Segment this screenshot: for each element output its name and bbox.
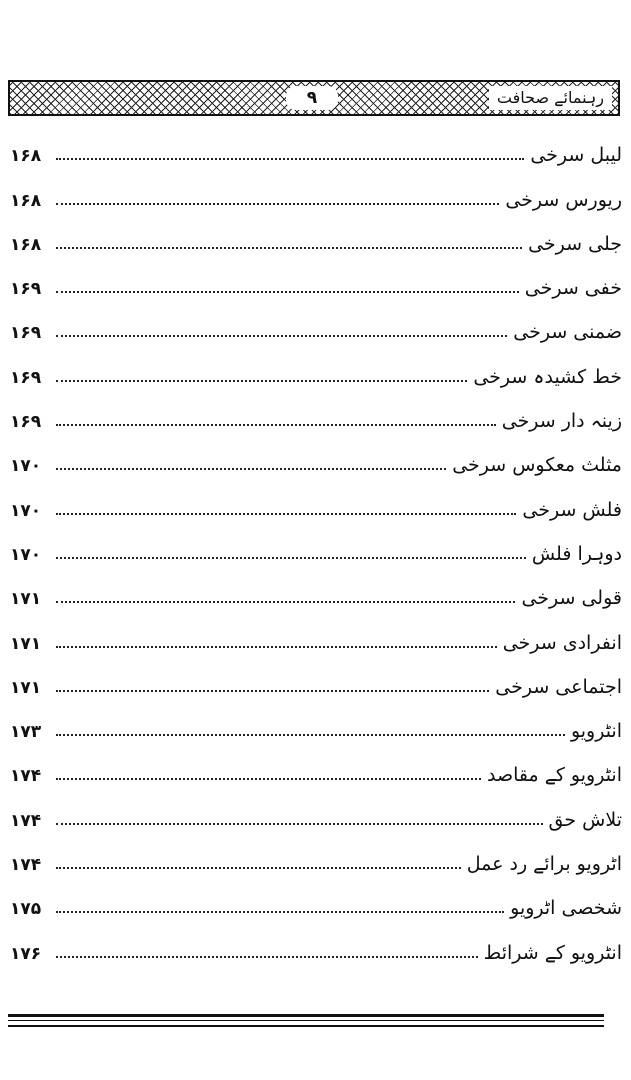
toc-entry-title: لیبل سرخی bbox=[530, 144, 622, 167]
dot-leader bbox=[56, 203, 499, 205]
dot-leader bbox=[56, 335, 507, 337]
toc-entry-title: مثلث معکوس سرخی bbox=[452, 454, 622, 477]
toc-entry-title: خفی سرخی bbox=[524, 277, 622, 300]
toc-entry-title: قولی سرخی bbox=[521, 587, 622, 610]
toc-entry-title: ریورس سرخی bbox=[505, 188, 622, 211]
page-number: ۹ bbox=[286, 86, 338, 110]
footer-rule bbox=[8, 1020, 604, 1021]
toc-entry bbox=[10, 307, 622, 351]
toc-entry bbox=[10, 484, 622, 528]
toc-entry bbox=[10, 706, 622, 750]
toc-entry-page: ۱۶۹ bbox=[10, 367, 42, 388]
toc-entry bbox=[10, 927, 622, 971]
dot-leader bbox=[56, 468, 446, 470]
toc-entry-page: ۱۶۹ bbox=[10, 279, 42, 300]
toc-entry-title: دوہرا فلش bbox=[531, 542, 622, 565]
toc-entry-title: ضمنی سرخی bbox=[513, 321, 622, 344]
toc-entry bbox=[10, 617, 622, 661]
toc-entry bbox=[10, 750, 622, 794]
toc-entry-page: ۱۷۱ bbox=[10, 677, 42, 698]
toc-entry-page: ۱۶۹ bbox=[10, 412, 42, 433]
toc-entry-title: انفرادی سرخی bbox=[502, 631, 622, 654]
toc-entry bbox=[10, 263, 622, 307]
toc-entry-title: زینہ دار سرخی bbox=[501, 410, 622, 433]
toc-entry-title: اٹرویو برائے رد عمل bbox=[466, 853, 622, 876]
dot-leader bbox=[56, 690, 489, 692]
toc-entry bbox=[10, 529, 622, 573]
dot-leader bbox=[56, 778, 481, 780]
toc-entry bbox=[10, 130, 622, 174]
toc-entry-page: ۱۶۸ bbox=[10, 146, 42, 167]
toc-entry-title: جلی سرخی bbox=[528, 232, 622, 255]
dot-leader bbox=[56, 247, 522, 249]
book-title: رہنمائے صحافت bbox=[489, 86, 612, 110]
toc-entry bbox=[10, 794, 622, 838]
toc-entry-page: ۱۷۰ bbox=[10, 456, 42, 477]
toc-entry-page: ۱۷۴ bbox=[10, 766, 42, 787]
toc-entry bbox=[10, 219, 622, 263]
toc-entry bbox=[10, 440, 622, 484]
toc-entry bbox=[10, 351, 622, 395]
toc-entry-title: انٹرویو bbox=[570, 720, 622, 743]
toc-entry bbox=[10, 573, 622, 617]
toc-entry-page: ۱۷۶ bbox=[10, 943, 42, 964]
dot-leader bbox=[56, 911, 504, 913]
toc-entry-page: ۱۷۴ bbox=[10, 810, 42, 831]
toc-entry-title: فلش سرخی bbox=[522, 498, 622, 521]
dot-leader bbox=[56, 380, 467, 382]
footer-rule bbox=[8, 1025, 604, 1027]
toc-entry-title: شخصی اٹرویو bbox=[510, 897, 622, 920]
dot-leader bbox=[56, 867, 461, 869]
toc-entry-title: انٹرویو کے شرائط bbox=[483, 941, 622, 964]
toc-entry bbox=[10, 396, 622, 440]
dot-leader bbox=[56, 646, 497, 648]
toc-entry-page: ۱۷۵ bbox=[10, 899, 42, 920]
toc-entry-page: ۱۷۱ bbox=[10, 589, 42, 610]
table-of-contents bbox=[10, 130, 622, 972]
toc-entry-page: ۱۷۳ bbox=[10, 722, 42, 743]
toc-entry-page: ۱۷۱ bbox=[10, 633, 42, 654]
toc-entry bbox=[10, 174, 622, 218]
toc-entry-page: ۱۷۰ bbox=[10, 500, 42, 521]
dot-leader bbox=[56, 734, 565, 736]
toc-entry bbox=[10, 662, 622, 706]
dot-leader bbox=[56, 956, 478, 958]
dot-leader bbox=[56, 823, 543, 825]
dot-leader bbox=[56, 601, 515, 603]
toc-entry-title: انٹرویو کے مقاصد bbox=[486, 764, 622, 787]
toc-entry bbox=[10, 839, 622, 883]
toc-entry-page: ۱۶۸ bbox=[10, 234, 42, 255]
toc-entry bbox=[10, 883, 622, 927]
toc-entry-page: ۱۷۴ bbox=[10, 855, 42, 876]
toc-entry-page: ۱۶۸ bbox=[10, 190, 42, 211]
dot-leader bbox=[56, 557, 526, 559]
dot-leader bbox=[56, 158, 524, 160]
toc-entry-page: ۱۶۹ bbox=[10, 323, 42, 344]
toc-entry-title: اجتماعی سرخی bbox=[495, 675, 622, 698]
toc-entry-title: تلاش حق bbox=[548, 808, 622, 831]
dot-leader bbox=[56, 291, 519, 293]
footer-rule bbox=[8, 1014, 604, 1017]
dot-leader bbox=[56, 513, 516, 515]
dot-leader bbox=[56, 424, 496, 426]
page-header bbox=[8, 80, 620, 116]
toc-entry-page: ۱۷۰ bbox=[10, 544, 42, 565]
toc-entry-title: خط کشیدہ سرخی bbox=[473, 365, 622, 388]
